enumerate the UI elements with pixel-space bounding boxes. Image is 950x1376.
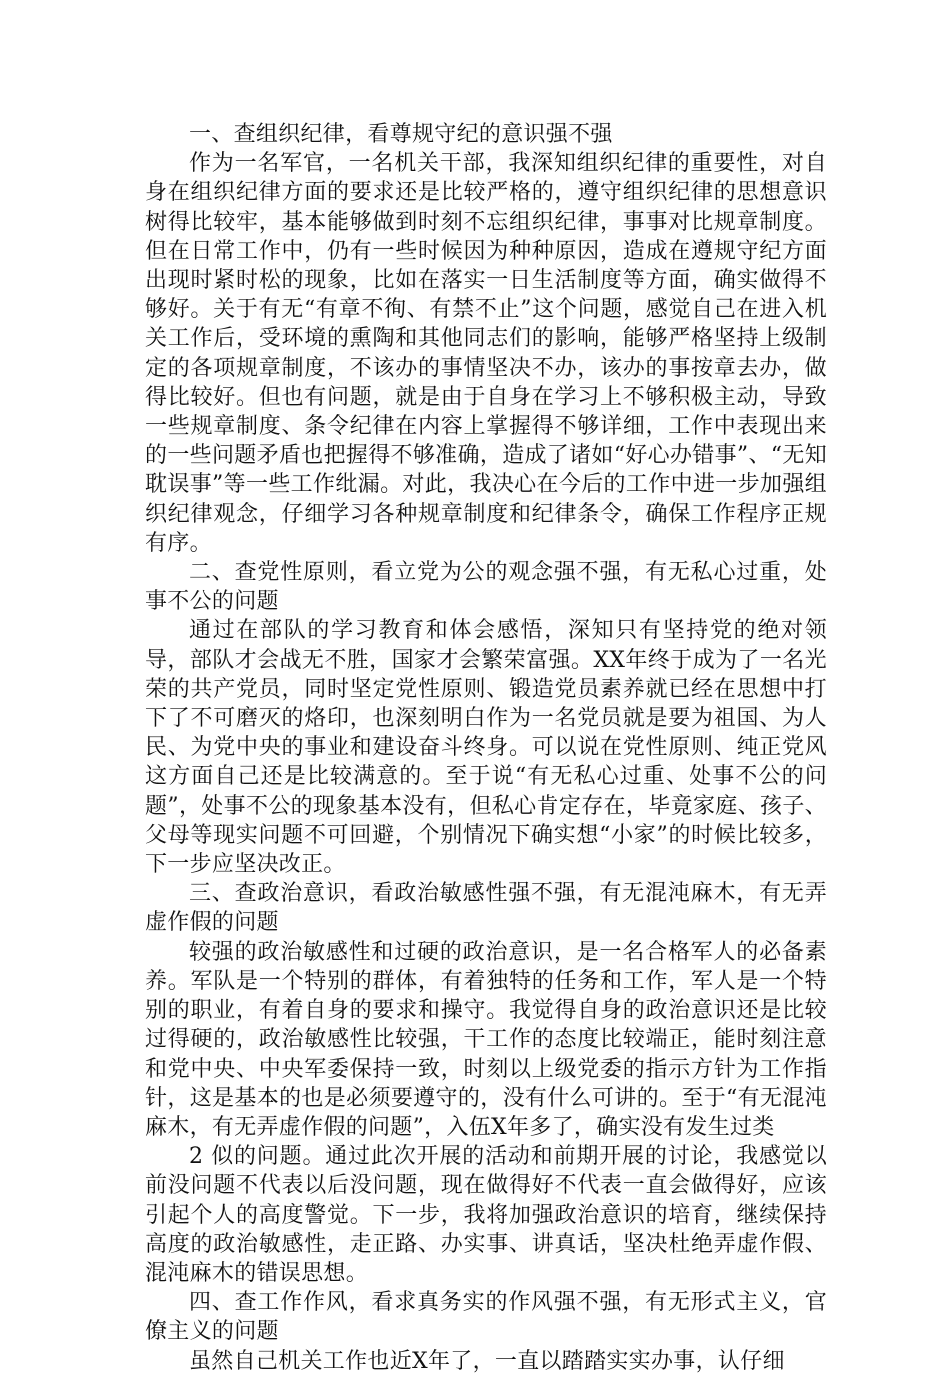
paragraph-3: 较强的政治敏感性和过硬的政治意识，是一名合格军人的必备素养。军队是一个特别的群体，有着独特的任务和工作，军人是一个特别的职业，有着自身的要求和操守。我觉得自身的政治意识还是比较过得硬的，政治敏感性比较强，干工作的态度比较端正，能时刻注意和党中央、中央军委保持一致，时刻以上级党委的指示方针为工作指针，这是基本的也是必须要遵守的，没有什么可讲的。至于“有无混沌麻木，有无弄虚作假的问题”，入伍X年多了，确实没有发生过类 (145, 939, 827, 1140)
section-heading-1: 一、查组织纪律，看尊规守纪的意识强不强 (189, 122, 613, 147)
paragraph-1: 作为一名军官，一名机关干部，我深知组织纪律的重要性，对自身在组织纪律方面的要求还是比较严格的，遵守组织纪律的思想意识树得比较牢，基本能够做到时刻不忘组织纪律，事事对比规章制度。但在日常工作中，仍有一些时候因为种种原因，造成在遵规守纪方面出现时紧时松的现象，比如在落实一日生活制度等方面，确实做得不够好。关于有无“有章不徇、有禁不止”这个问题，感觉自己在进入机关工作后，受环境的熏陶和其他同志们的影响，能够严格坚持上级制定的各项规章制度，不该办的事情坚决不办，该办的事按章去办，做得比较好。但也有问题，就是由于自身在学习上不够积极主动，导致一些规章制度、条令纪律在内容上掌握得不够详细，工作中表现出来的一些问题矛盾也把握得不够准确，造成了诸如“好心办错事”、“无知耽误事”等一些工作纰漏。对此，我决心在今后的工作中进一步加强组织纪律观念，仔细学习各种规章制度和纪律条令，确保工作程序正规有序。 (145, 151, 827, 556)
paragraph-3-continued: 2 似的问题。通过此次开展的活动和前期开展的讨论，我感觉以前没问题不代表以后没问题，现在做得好不代表一直会做得好，应该引起个人的高度警觉。下一步，我将加强政治意识的培育，继续保持高度的政治敏感性，走正路、办实事、讲真话，坚决杜绝弄虚作假、混沌麻木的错误思想。 (145, 1144, 827, 1286)
section-heading-3: 三、查政治意识，看政治敏感性强不强，有无混沌麻木，有无弄虚作假的问题 (145, 881, 827, 936)
document-body (145, 120, 827, 1376)
section-heading-4: 四、查工作作风，看求真务实的作风强不强，有无形式主义，官僚主义的问题 (145, 1290, 827, 1345)
paragraph-2: 通过在部队的学习教育和体会感悟，深知只有坚持党的绝对领导，部队才会战无不胜，国家才会繁荣富强。XX年终于成为了一名光荣的共产党员，同时坚定党性原则、锻造党员素养就已经在思想中打下了不可磨灭的烙印，也深刻明白作为一名党员就是要为祖国、为人民、为党中央的事业和建设奋斗终身。可以说在党性原则、纯正党风这方面自己还是比较满意的。至于说“有无私心过重、处事不公的问题”，处事不公的现象基本没有，但私心肯定存在，毕竟家庭、孩子、父母等现实问题不可回避，个别情况下确实想“小家”的时候比较多，下一步应坚决改正。 (145, 618, 827, 878)
paragraph-4: 虽然自己机关工作也近X年了，一直以踏踏实实办事，认仔细 (189, 1348, 785, 1374)
section-heading-2: 二、查党性原则，看立党为公的观念强不强，有无私心过重，处事不公的问题 (145, 560, 827, 615)
